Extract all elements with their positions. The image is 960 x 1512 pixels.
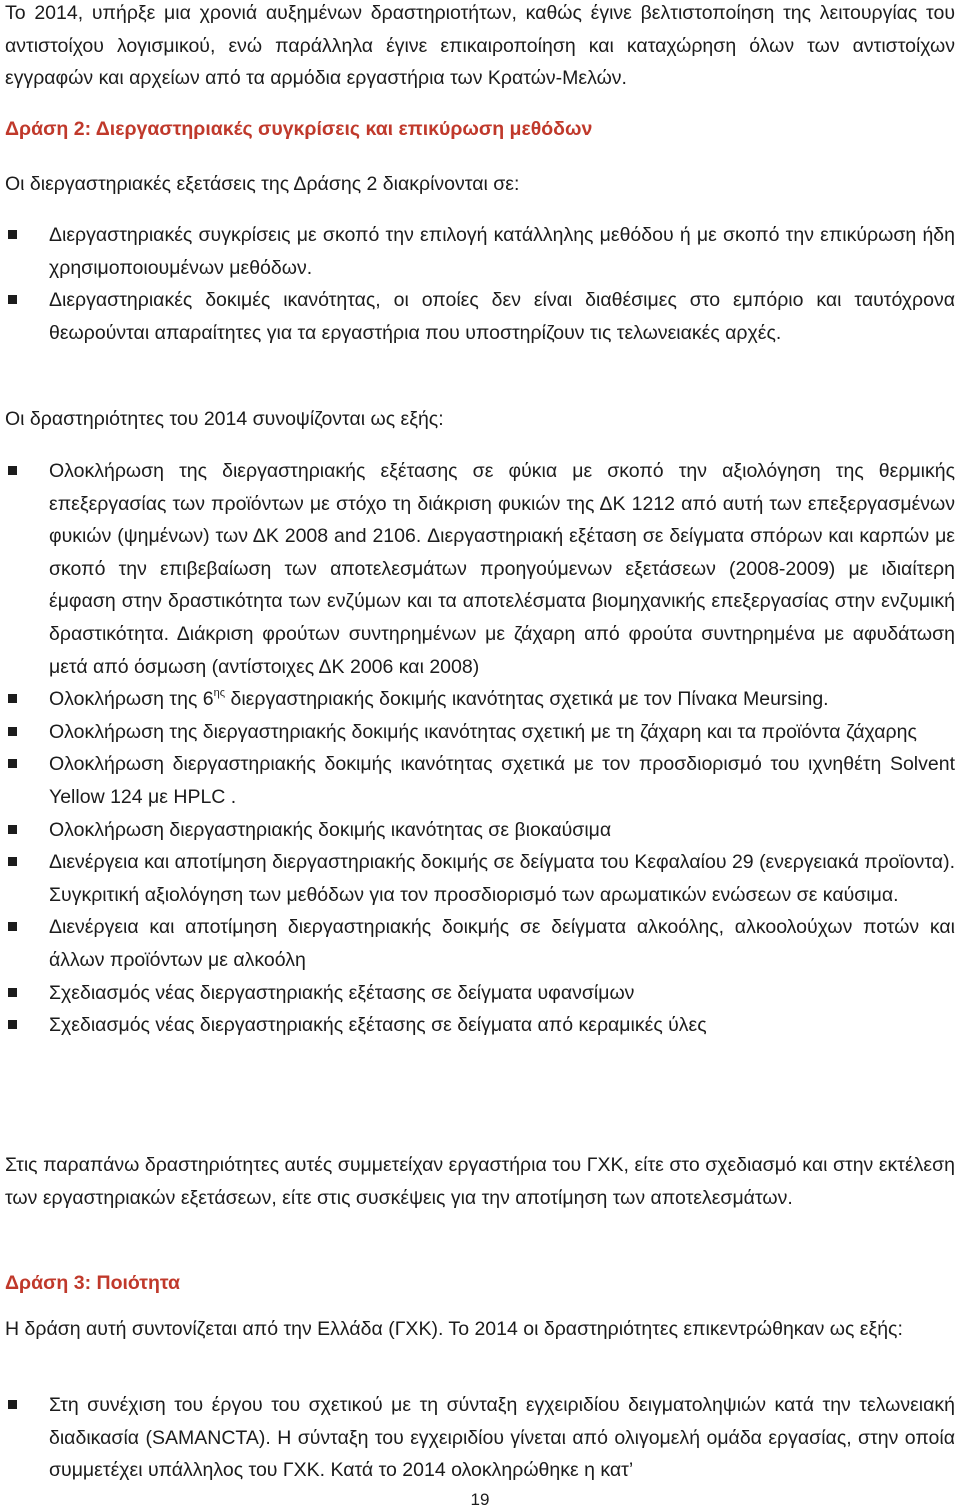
- list-item: Σχεδιασμός νέας διεργαστηριακής εξέτασης σε δείγματα υφανσίμων: [0, 977, 955, 1010]
- square-bullet-icon: [8, 759, 17, 768]
- action2-closing: Στις παραπάνω δραστηριότητες αυτές συμμετείχαν εργαστήρια του ΓΧΚ, είτε στο σχεδιασμό και στην εκτέλεση των εργαστηριακών εξετάσεων, είτε στις συσκέψεις για την αποτίμηση των αποτελεσμάτων.: [5, 1154, 955, 1209]
- summary-lead: Οι δραστηριότητες του 2014 συνοψίζονται ως εξής:: [5, 408, 444, 430]
- list-item: Διενέργεια και αποτίμηση διεργαστηριακής δοικμής σε δείγματα αλκοόλης, αλκοολούχων ποτών και άλλων προϊόντων με αλκοόλη: [0, 911, 955, 976]
- page-number: 19: [470, 1490, 490, 1509]
- square-bullet-icon: [8, 825, 17, 834]
- intro-paragraph: Το 2014, υπήρξε μια χρονιά αυξημένων δραστηριοτήτων, καθώς έγινε βελτιστοποίηση της λειτουργίας του αντιστοίχου λογισμικού, ενώ παράλληλα έγινε επικαιροποίηση και καταχώρηση όλων των αντιστοίχων εγγραφών και αρχείων από τα αρμόδια εργαστήρια των Κρατών-Μελών.: [5, 2, 955, 90]
- square-bullet-icon: [8, 466, 17, 475]
- square-bullet-icon: [8, 1020, 17, 1029]
- action3-heading: Δράση 3: Ποιότητα: [5, 1272, 181, 1294]
- square-bullet-icon: [8, 1400, 17, 1409]
- action2-lead: Οι διεργαστηριακές εξετάσεις της Δράσης 2 διακρίνονται σε:: [5, 173, 520, 195]
- square-bullet-icon: [8, 694, 17, 703]
- list-item: Διενέργεια και αποτίμηση διεργαστηριακής δοκιμής σε δείγματα του Κεφαλαίου 29 (ενεργειακά προϊοντα). Συγκριτική αξιολόγηση των μεθόδων για τον προσδιορισμό των αρωματικών ενώσεων σε καύσιμα.: [0, 846, 955, 911]
- square-bullet-icon: [8, 230, 17, 239]
- test-types-list: [0, 219, 955, 349]
- square-bullet-icon: [8, 988, 17, 997]
- quality-list: [0, 1389, 955, 1487]
- square-bullet-icon: [8, 922, 17, 931]
- action3-lead: Η δράση αυτή συντονίζεται από την Ελλάδα (ΓΧΚ). Το 2014 οι δραστηριότητες επικεντρώθηκαν ως εξής:: [5, 1318, 903, 1340]
- list-item: Διεργαστηριακές δοκιμές ικανότητας, οι οποίες δεν είναι διαθέσιμες στο εμπόριο και ταυτόχρονα θεωρούνται απαραίτητες για τα εργαστήρια που υποστηρίζουν τις τελωνειακές αρχές.: [0, 284, 955, 349]
- list-item: Ολοκλήρωση διεργαστηριακής δοκιμής ικανότητας σχετικά με τον προσδιορισμό του ιχνηθέτη Solvent Yellow 124 με HPLC .: [0, 748, 955, 813]
- action2-heading: Δράση 2: Διεργαστηριακές συγκρίσεις και επικύρωση μεθόδων: [5, 118, 593, 140]
- square-bullet-icon: [8, 727, 17, 736]
- list-item: Ολοκλήρωση διεργαστηριακής δοκιμής ικανότητας σε βιοκαύσιμα: [0, 814, 955, 847]
- list-item: Σχεδιασμός νέας διεργαστηριακής εξέτασης σε δείγματα από κεραμικές ύλες: [0, 1009, 955, 1042]
- list-item: Ολοκλήρωση της διεργαστηριακής δοκιμής ικανότητας σχετική με τη ζάχαρη και τα προϊόντα ζάχαρης: [0, 716, 955, 749]
- list-item: Ολοκλήρωση της διεργαστηριακής εξέτασης σε φύκια με σκοπό την αξιολόγηση της θερμικής επεξεργασίας των προϊόντων με στόχο τη διάκριση φυκιών της ΔΚ 1212 από αυτή των επεξεργασμένων φυκιών (ψημένων) των ΔΚ 2008 and 2106. Διεργαστηριακή εξέταση σε δείγματα σπόρων και καρπών με σκοπό την επιβεβαίωση των αποτελεσμάτων προηγούμενων εξετάσεων (2008-2009) με ιδιαίτερη έμφαση στην δραστικότητα των ενζύμων και τα αποτελέσματα βιομηχανικής επεξεργασίας στην ενζυμική δραστικότητα. Διάκριση φρούτων συντηρημένων με ζάχαρη από φρούτα συντηρημένα με αφυδάτωση μετά από όσμωση (αντίστοιχες ΔΚ 2006 και 2008): [0, 455, 955, 683]
- list-item: Διεργαστηριακές συγκρίσεις με σκοπό την επιλογή κατάλληλης μεθόδου ή με σκοπό την επικύρωση ήδη χρησιμοποιουμένων μεθόδων.: [0, 219, 955, 284]
- list-item: Στη συνέχιση του έργου του σχετικού με τη σύνταξη εγχειριδίου δειγματοληψιών κατά την τελωνειακή διαδικασία (SAMANCTA). Η σύνταξη του εγχειριδίου γίνεται από ολιγομελή ομάδα εργασίας, στην οποία συμμετέχει υπάλληλος του ΓΧΚ. Κατά το 2014 ολοκληρώθηκε η κατ’: [0, 1389, 955, 1487]
- list-item: Ολοκλήρωση της $6^{\eta\varsigma}$ διεργαστηριακής δοκιμής ικανότητας σχετικά με τον Πίνακα Meursing.: [0, 683, 955, 716]
- square-bullet-icon: [8, 857, 17, 866]
- square-bullet-icon: [8, 295, 17, 304]
- activities-list: [0, 455, 955, 1042]
